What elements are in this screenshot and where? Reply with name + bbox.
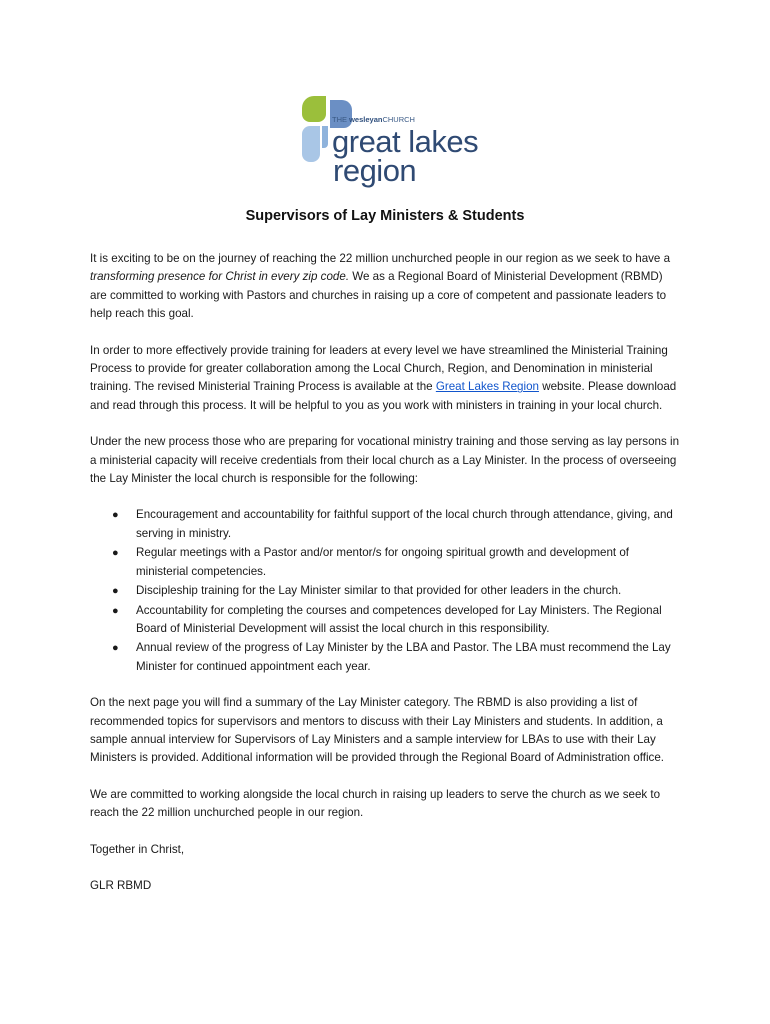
page-title: Supervisors of Lay Ministers & Students — [245, 208, 525, 224]
bullet-icon: ● — [112, 509, 119, 522]
great-lakes-region-link[interactable]: Great Lakes Region — [435, 380, 539, 394]
bullet-icon: ● — [112, 585, 119, 598]
list-item: ● Discipleship training for the Lay Minister similar to that provided for other leaders in the church. — [90, 582, 680, 600]
paragraph-intro: It is exciting to be on the journey of reaching the 22 million unchurched people in our region as we seek to have a transforming presence for Christ in every zip code. We as a Regional Board of Ministerial Development (RBMD) are committed to working with Pastors and churches in raising up a core of competent and passionate leaders to help reach this goal. — [90, 252, 671, 321]
list-item: ● Annual review of the progress of Lay Minister by the LBA and Pastor. The LBA must recommend the Lay Minister for continued appointment each year. — [112, 641, 671, 673]
paragraph-next-page: On the next page you will find a summary of the Lay Minister category. The RBMD is also providing a list of recommended topics for supervisors and mentors to discuss with their Lay Ministers and students. In addition, a sample annual interview for Supervisors of Lay Ministers and a sample interview for LBAs to use with their Lay Ministers is provided. Additional information will be provided through the Regional Board of Administration office. — [90, 696, 664, 765]
logo-church-name: THE wesleyanCHURCH — [332, 115, 415, 124]
bullet-icon: ● — [112, 547, 119, 560]
paragraph-commitment: We are committed to working alongside the local church in raising up leaders to serve the church as we seek to reach the 22 million unchurched people in our region. — [90, 787, 661, 820]
logo-text-region: region — [333, 153, 417, 188]
letter-body — [90, 250, 680, 913]
bullet-icon: ● — [112, 642, 119, 655]
bullet-icon: ● — [112, 604, 119, 617]
list-item: ● Regular meetings with a Pastor and/or mentor/s for ongoing spiritual growth and development of ministerial competencies. — [112, 546, 630, 578]
list-item: ● Accountability for completing the courses and competences developed for Lay Ministers. The Regional Board of Ministerial Development will assist the local church in this responsibility. — [112, 603, 662, 635]
logo-text-great-lakes: great lakes — [332, 124, 479, 159]
list-item: ● Encouragement and accountability for faithful support of the local church through attendance, giving, and serving in ministry. — [112, 508, 673, 540]
signature: GLR RBMD — [90, 878, 152, 892]
closing-line: Together in Christ, — [90, 842, 185, 856]
responsibilities-list — [90, 506, 680, 676]
paragraph-new-process: Under the new process those who are preparing for vocational ministry training and those serving as lay persons in a ministerial capacity will receive credentials from their local church as a Lay Minister. In the process of overseeing the Lay Minister the local church is responsible for the following: — [90, 435, 680, 486]
emphasis-phrase: transforming presence for Christ in every zip code. — [90, 270, 350, 284]
great-lakes-region-logo — [300, 92, 480, 188]
paragraph-training-process: In order to more effectively provide training for leaders at every level we have streamlined the Ministerial Training Process to provide for greater collaboration among the Local Church, Region, and Denomination in ministerial training. The revised Ministerial Training Process is available at the Great Lakes Region website. Please download and read through this process. It will be helpful to you as you work with ministers in training in your local church. — [90, 343, 677, 412]
